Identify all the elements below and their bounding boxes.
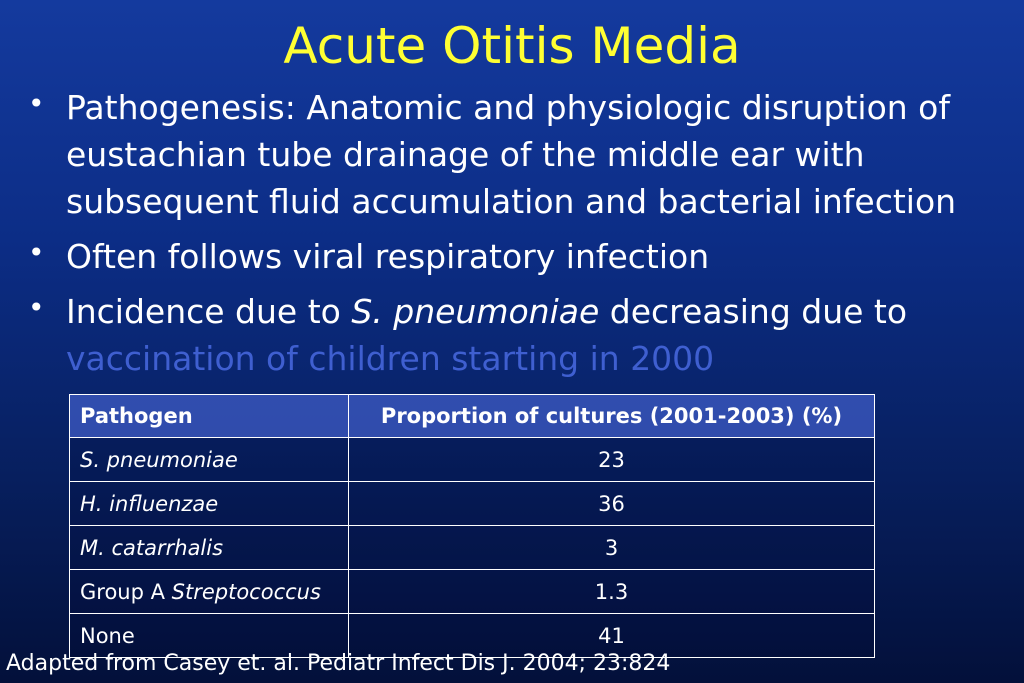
proportion-cell: 3	[349, 526, 875, 570]
bullet-text-suffix: decreasing due to	[599, 292, 908, 331]
pathogen-italic: H. influenzae	[80, 491, 219, 516]
slide-title: Acute Otitis Media	[283, 17, 741, 75]
bullet-text: Pathogenesis: Anatomic and physiologic disruption of eustachian tube drainage of the middle ear with subsequent fluid accumulation and bacterial infection	[66, 88, 957, 221]
pathogen-italic: S. pneumoniae	[80, 447, 238, 472]
proportion-cell: 1.3	[349, 570, 875, 614]
pathogen-plain: None	[80, 623, 135, 648]
bullet-item-incidence	[24, 288, 1004, 382]
bullet-item-viral	[24, 233, 1004, 280]
proportion-cell: 36	[349, 482, 875, 526]
bullet-text	[66, 292, 907, 331]
proportion-cell: 23	[349, 438, 875, 482]
bullet-text-prefix: Incidence due to	[66, 292, 352, 331]
pathogen-table	[69, 394, 875, 658]
pathogen-cell	[70, 482, 349, 526]
bullet-text-line2: vaccination of children starting in 2000	[66, 339, 715, 378]
proportion-cell: 41	[349, 614, 875, 658]
pathogen-cell	[70, 526, 349, 570]
pathogen-italic: Streptococcus	[171, 579, 321, 604]
table-row	[70, 570, 875, 614]
bullet-list	[24, 84, 1004, 382]
pathogen-italic: M. catarrhalis	[80, 535, 224, 560]
table-row	[70, 526, 875, 570]
pathogen-plain: Group A	[80, 579, 172, 604]
column-header-proportion: Proportion of cultures (2001-2003) (%)	[349, 395, 875, 438]
bullet-text-italic: S. pneumoniae	[351, 292, 600, 331]
bullet-dot-icon: •	[28, 291, 45, 324]
bullet-item-pathogenesis	[24, 84, 1004, 225]
bullet-dot-icon: •	[28, 87, 45, 120]
bullet-dot-icon: •	[28, 236, 45, 269]
bullet-text: Often follows viral respiratory infection	[66, 237, 710, 276]
column-header-pathogen: Pathogen	[70, 395, 349, 438]
table-row	[70, 482, 875, 526]
pathogen-cell	[70, 438, 349, 482]
source-footnote: Adapted from Casey et. al. Pediatr Infect Dis J. 2004; 23:824	[6, 651, 671, 676]
pathogen-cell	[70, 570, 349, 614]
table-row	[70, 438, 875, 482]
table-header-row	[70, 395, 875, 438]
